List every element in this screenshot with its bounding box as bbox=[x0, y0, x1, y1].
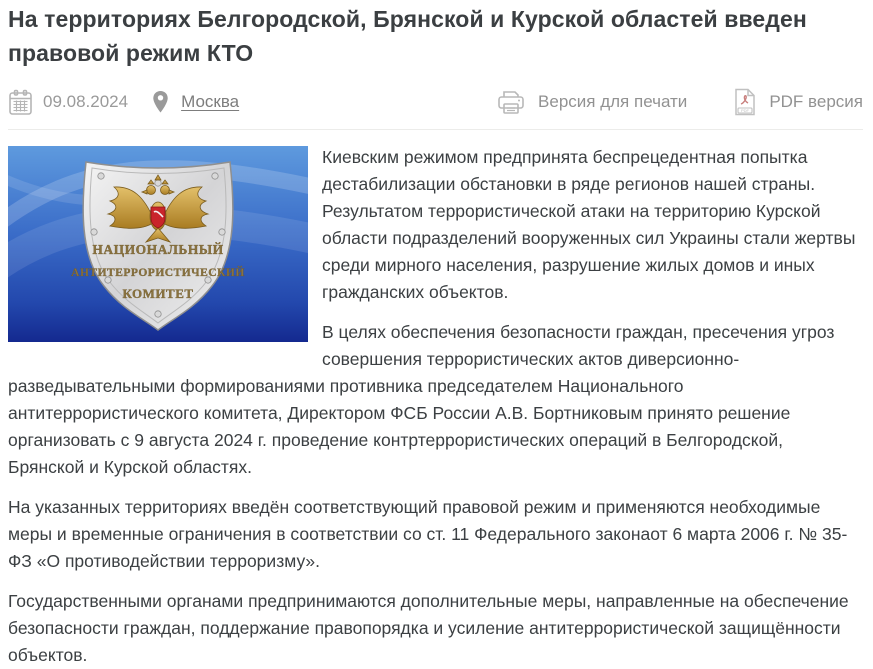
article-paragraph-1: Киевским режимом предпринята беспрецедентная попытка дестабилизации обстановки в ряде регионов нашей страны. Результатом террористической атаки на территорию Курской области подразделений вооруженных сил Украины стали жертвы среди мирного населения, разрушение жилых домов и иных гражданских объектов. bbox=[322, 147, 856, 302]
calendar-icon bbox=[8, 89, 33, 116]
page-title: На территориях Белгородской, Брянской и Курской областей введен правовой режим КТО bbox=[8, 6, 807, 66]
article-paragraph-2: В целях обеспечения безопасности граждан, пресечения угроз совершения террористических актов диверсионно-разведывательными формированиями противника председателем Национального антитеррористического комитета, Директором ФСБ России А.В. Бортниковым принято решение организовать с 9 августа 2024 г. проведение контртеррористических операций в Белгородской, Брянской и Курской областях. bbox=[8, 322, 835, 477]
divider bbox=[8, 129, 863, 130]
article-paragraph-4: Государственными органами предпринимаются дополнительные меры, направленные на обеспечение безопасности граждан, поддержание правопорядка и усиление антитеррористической защищённости объектов. bbox=[8, 591, 849, 665]
print-version-button[interactable] bbox=[496, 89, 687, 116]
printer-icon bbox=[496, 89, 526, 116]
pdf-file-icon bbox=[733, 88, 757, 116]
shield-text-line1: НАЦИОНАЛЬНЫЙ bbox=[92, 242, 224, 257]
meta-row bbox=[8, 88, 863, 116]
publish-date: 09.08.2024 bbox=[43, 92, 129, 111]
meta-left bbox=[8, 89, 239, 116]
location-link[interactable]: Москва bbox=[181, 92, 240, 111]
shield-text-line2: АНТИТЕРРОРИСТИЧЕСКИЙ bbox=[71, 267, 245, 279]
article-paragraph-3: На указанных территориях введён соответствующий правовой режим и применяются необходимые меры и временные ограничения в соответствии со ст. 11 Федерального законаот 6 марта 2006 г. № 35-ФЗ «О противодействии терроризму». bbox=[8, 497, 848, 571]
shield-text-line3: КОМИТЕТ bbox=[122, 286, 194, 301]
article-body bbox=[8, 144, 863, 669]
pdf-version-label: PDF версия bbox=[769, 92, 863, 111]
location-pin-icon bbox=[152, 90, 169, 114]
print-version-label: Версия для печати bbox=[538, 92, 688, 111]
pdf-icon-caption: PDF bbox=[741, 108, 750, 113]
nak-emblem-image bbox=[8, 146, 308, 342]
pdf-version-button[interactable] bbox=[733, 88, 863, 116]
meta-right bbox=[496, 88, 863, 116]
